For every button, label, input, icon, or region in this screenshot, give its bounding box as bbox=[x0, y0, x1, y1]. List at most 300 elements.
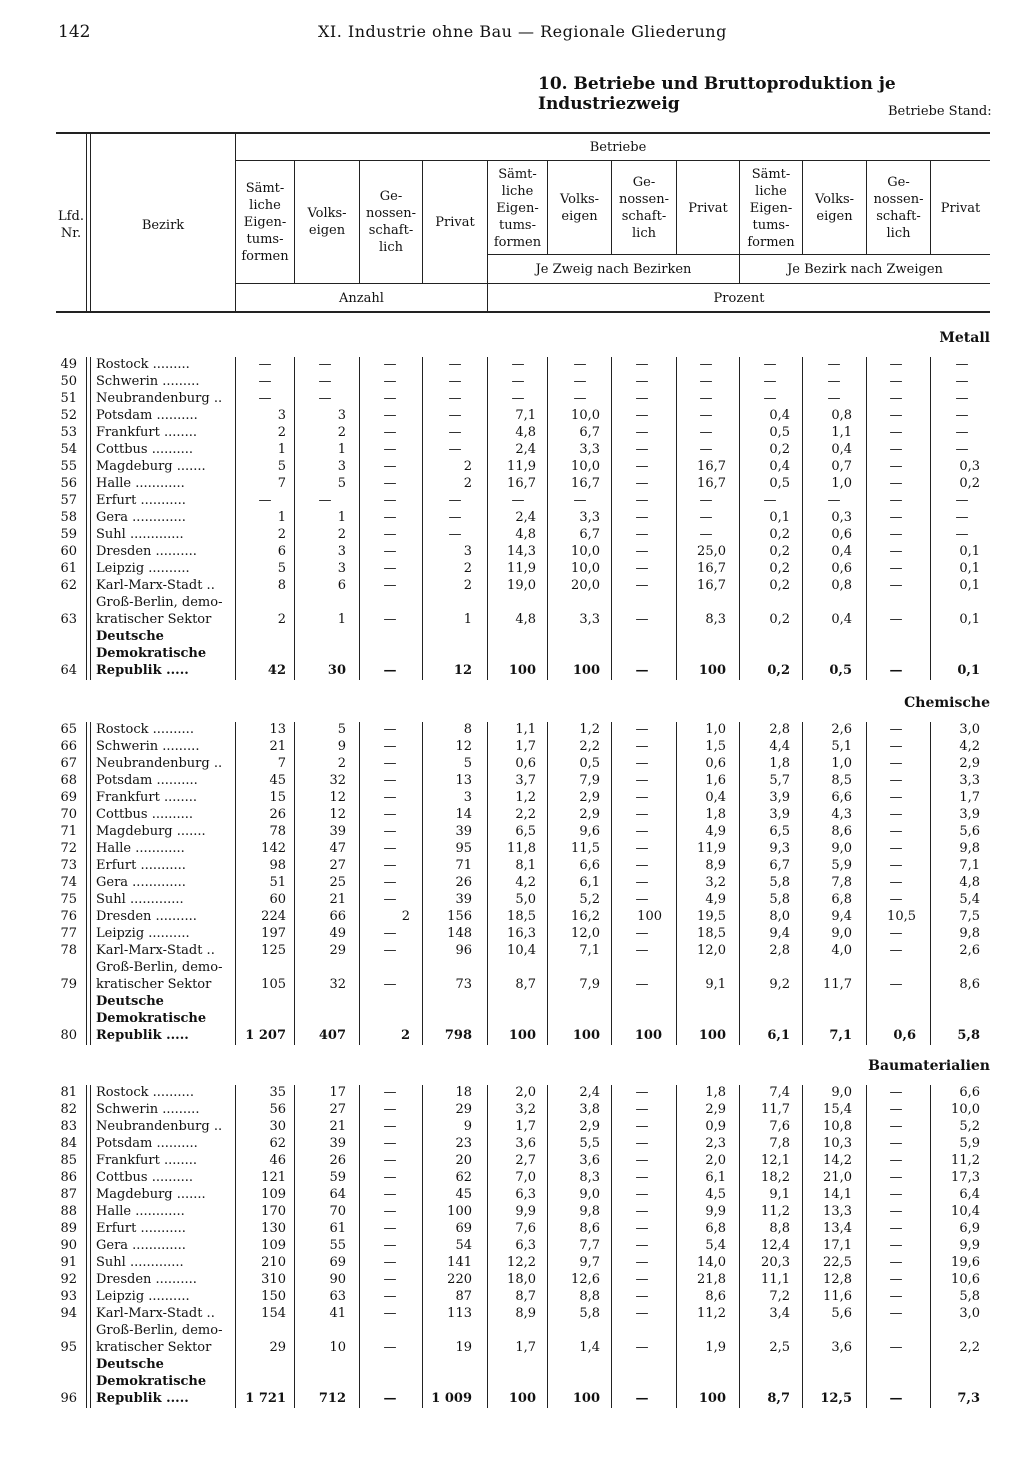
table-cell: 4,4 bbox=[769, 739, 790, 754]
table-cell: 7,7 bbox=[579, 1238, 600, 1253]
table-cell: 2,3 bbox=[705, 1136, 726, 1151]
bezirk-name: Frankfurt ........ bbox=[96, 1153, 198, 1168]
row-number: 68 bbox=[60, 773, 77, 788]
bezirk-name: kratischer Sektor bbox=[96, 977, 212, 992]
bezirk-name: Suhl ............. bbox=[96, 1255, 184, 1270]
table-cell: 30 bbox=[327, 663, 346, 678]
table-cell: — bbox=[383, 858, 397, 873]
table-cell: 2 bbox=[401, 909, 410, 924]
table-cell: 0,6 bbox=[831, 527, 852, 542]
table-row bbox=[0, 1102, 1024, 1119]
table-cell: 1 721 bbox=[245, 1391, 286, 1406]
table-cell: 5 bbox=[277, 561, 286, 576]
table-cell: 3,6 bbox=[515, 1136, 536, 1151]
table-cell: 7,1 bbox=[829, 1028, 852, 1043]
table-cell: — bbox=[318, 374, 332, 389]
table-cell: 18,0 bbox=[507, 1272, 536, 1287]
table-cell: 0,2 bbox=[769, 578, 790, 593]
row-number: 80 bbox=[60, 1028, 77, 1043]
row-number: 54 bbox=[60, 442, 77, 457]
total-label: Deutsche bbox=[96, 1357, 164, 1372]
header-volkseigen-anzahl: Volks- eigen bbox=[307, 206, 347, 238]
table-cell: — bbox=[573, 493, 587, 508]
row-number: 91 bbox=[60, 1255, 77, 1270]
table-cell: — bbox=[889, 1153, 903, 1168]
table-cell: — bbox=[889, 544, 903, 559]
table-cell: 8,6 bbox=[579, 1221, 600, 1236]
table-cell: — bbox=[635, 875, 649, 890]
table-cell: 1,2 bbox=[579, 722, 600, 737]
table-cell: 55 bbox=[329, 1238, 346, 1253]
table-cell: 13,4 bbox=[823, 1221, 852, 1236]
table-cell: — bbox=[635, 756, 649, 771]
table-cell: 0,5 bbox=[579, 756, 600, 771]
table-cell: 9,0 bbox=[831, 1085, 852, 1100]
header-genossen-bezirk: Ge- nossen- schaft- lich bbox=[873, 175, 924, 241]
table-cell: 8,7 bbox=[767, 1391, 790, 1406]
table-cell: — bbox=[383, 1340, 397, 1355]
table-cell: 16,2 bbox=[571, 909, 600, 924]
table-cell: — bbox=[573, 391, 587, 406]
table-cell: 2 bbox=[400, 1028, 410, 1043]
table-cell: — bbox=[635, 612, 649, 627]
table-cell: — bbox=[318, 357, 332, 372]
table-cell: — bbox=[383, 663, 397, 678]
table-cell: 0,1 bbox=[959, 612, 980, 627]
table-cell: 5,2 bbox=[579, 892, 600, 907]
table-cell: — bbox=[635, 510, 649, 525]
table-cell: — bbox=[635, 1289, 649, 1304]
table-row bbox=[0, 722, 1024, 739]
table-cell: — bbox=[635, 578, 649, 593]
table-row bbox=[0, 807, 1024, 824]
table-cell: 4,3 bbox=[831, 807, 852, 822]
table-cell: 9,0 bbox=[831, 926, 852, 941]
table-cell: 22,5 bbox=[823, 1255, 852, 1270]
row-number: 61 bbox=[60, 561, 77, 576]
section-title: Baumaterialien bbox=[868, 1058, 990, 1074]
table-cell: — bbox=[889, 578, 903, 593]
table-cell: 1 bbox=[337, 510, 346, 525]
table-cell: 1,8 bbox=[769, 756, 790, 771]
table-cell: 4,8 bbox=[515, 425, 536, 440]
header-saemtliche-bezirk: Sämt- liche Eigen- tums- formen bbox=[747, 166, 795, 250]
table-row bbox=[0, 824, 1024, 841]
bezirk-name: Groß-Berlin, demo- bbox=[96, 960, 223, 975]
bezirk-name: Dresden .......... bbox=[96, 1272, 197, 1287]
table-row bbox=[0, 1391, 1024, 1408]
table-cell: 2,9 bbox=[705, 1102, 726, 1117]
table-cell: — bbox=[635, 739, 649, 754]
table-cell: 6,1 bbox=[767, 1028, 790, 1043]
table-cell: 0,8 bbox=[831, 578, 852, 593]
table-row bbox=[0, 841, 1024, 858]
table-cell: 2,2 bbox=[579, 739, 600, 754]
table-cell: 5,9 bbox=[959, 1136, 980, 1151]
table-cell: 78 bbox=[269, 824, 286, 839]
table-cell: — bbox=[383, 408, 397, 423]
row-number: 87 bbox=[60, 1187, 77, 1202]
table-cell: 66 bbox=[329, 909, 346, 924]
table-cell: 29 bbox=[329, 943, 346, 958]
table-cell: — bbox=[955, 442, 969, 457]
bezirk-name: Suhl ............. bbox=[96, 892, 184, 907]
row-number: 96 bbox=[60, 1391, 77, 1406]
table-row bbox=[0, 1011, 1024, 1028]
table-cell: 148 bbox=[447, 926, 472, 941]
table-cell: 5,8 bbox=[959, 1289, 980, 1304]
header-anzahl: Anzahl bbox=[339, 290, 384, 306]
table-row bbox=[0, 1204, 1024, 1221]
table-cell: 10,0 bbox=[571, 561, 600, 576]
table-cell: 5,2 bbox=[959, 1119, 980, 1134]
table-cell: 11,2 bbox=[697, 1306, 726, 1321]
table-cell: 26 bbox=[269, 807, 286, 822]
table-cell: — bbox=[383, 561, 397, 576]
table-cell: — bbox=[827, 357, 841, 372]
table-cell: 0,7 bbox=[831, 459, 852, 474]
table-row bbox=[0, 756, 1024, 773]
header-volkseigen-bezirk: Volks- eigen bbox=[814, 192, 855, 224]
table-cell: 0,1 bbox=[769, 510, 790, 525]
table-cell: 0,4 bbox=[831, 612, 852, 627]
header-divider bbox=[86, 132, 87, 312]
table-cell: 100 bbox=[508, 1391, 536, 1406]
table-cell: — bbox=[955, 357, 969, 372]
table-cell: 12 bbox=[455, 739, 472, 754]
bezirk-name: Leipzig .......... bbox=[96, 926, 190, 941]
row-number: 51 bbox=[60, 391, 77, 406]
table-cell: 3,6 bbox=[579, 1153, 600, 1168]
table-cell: — bbox=[635, 977, 649, 992]
table-cell: 5 bbox=[337, 476, 346, 491]
bezirk-name: Rostock ......... bbox=[96, 357, 190, 372]
table-cell: 18,5 bbox=[507, 909, 536, 924]
table-cell: 14 bbox=[455, 807, 472, 822]
table-cell: 8 bbox=[463, 722, 472, 737]
table-row bbox=[0, 1136, 1024, 1153]
table-cell: 9,8 bbox=[959, 926, 980, 941]
table-cell: — bbox=[955, 527, 969, 542]
table-row bbox=[0, 459, 1024, 476]
table-cell: 12,8 bbox=[823, 1272, 852, 1287]
bezirk-name: Groß-Berlin, demo- bbox=[96, 595, 223, 610]
table-cell: 1,0 bbox=[705, 722, 726, 737]
row-number: 73 bbox=[60, 858, 77, 873]
table-cell: — bbox=[258, 357, 272, 372]
table-cell: — bbox=[889, 926, 903, 941]
table-cell: 5,8 bbox=[957, 1028, 980, 1043]
table-cell: — bbox=[383, 442, 397, 457]
table-cell: 11,9 bbox=[697, 841, 726, 856]
table-row bbox=[0, 391, 1024, 408]
table-cell: 8,6 bbox=[959, 977, 980, 992]
table-cell: 1 bbox=[277, 442, 286, 457]
row-number: 74 bbox=[60, 875, 77, 890]
table-cell: 21 bbox=[329, 892, 346, 907]
bezirk-name: Groß-Berlin, demo- bbox=[96, 1323, 223, 1338]
table-cell: 3 bbox=[337, 459, 346, 474]
table-cell: 1 bbox=[337, 442, 346, 457]
table-cell: 6,1 bbox=[705, 1170, 726, 1185]
table-cell: 8,9 bbox=[515, 1306, 536, 1321]
table-cell: — bbox=[383, 1204, 397, 1219]
table-cell: 150 bbox=[261, 1289, 286, 1304]
table-row bbox=[0, 595, 1024, 612]
table-cell: 0,1 bbox=[959, 544, 980, 559]
table-cell: — bbox=[635, 425, 649, 440]
table-cell: 7,1 bbox=[959, 858, 980, 873]
row-number: 53 bbox=[60, 425, 77, 440]
row-number: 50 bbox=[60, 374, 77, 389]
table-cell: — bbox=[318, 493, 332, 508]
table-cell: — bbox=[635, 824, 649, 839]
header-saemtliche-anzahl: Sämt- liche Eigen- tums- formen bbox=[241, 180, 289, 264]
table-cell: — bbox=[699, 391, 713, 406]
table-row bbox=[0, 1085, 1024, 1102]
table-cell: 2 bbox=[277, 527, 286, 542]
bezirk-name: Rostock .......... bbox=[96, 1085, 194, 1100]
table-cell: 11,6 bbox=[823, 1289, 852, 1304]
header-genossen-anzahl: Ge- nossen- schaft- lich bbox=[365, 189, 416, 255]
table-cell: 8,7 bbox=[515, 977, 536, 992]
row-number: 49 bbox=[60, 357, 77, 372]
table-cell: 11,9 bbox=[507, 459, 536, 474]
table-cell: — bbox=[763, 357, 777, 372]
table-cell: 4,8 bbox=[515, 527, 536, 542]
table-cell: — bbox=[763, 493, 777, 508]
table-cell: 3,3 bbox=[959, 773, 980, 788]
table-cell: 7 bbox=[277, 476, 286, 491]
table-cell: 7,1 bbox=[515, 408, 536, 423]
table-row bbox=[0, 1357, 1024, 1374]
table-cell: 1,8 bbox=[705, 807, 726, 822]
table-cell: — bbox=[383, 739, 397, 754]
header-volkseigen-zweig: Volks- eigen bbox=[559, 192, 600, 224]
table-cell: — bbox=[383, 1119, 397, 1134]
table-cell: 10,0 bbox=[571, 408, 600, 423]
table-cell: 0,4 bbox=[705, 790, 726, 805]
total-label: Demokratische bbox=[96, 1374, 207, 1389]
bezirk-name: Suhl ............. bbox=[96, 527, 184, 542]
table-cell: 0,6 bbox=[893, 1028, 916, 1043]
table-cell: 16,7 bbox=[697, 459, 726, 474]
table-row bbox=[0, 1187, 1024, 1204]
table-cell: 51 bbox=[269, 875, 286, 890]
table-cell: — bbox=[635, 1136, 649, 1151]
bezirk-name: Magdeburg ....... bbox=[96, 1187, 206, 1202]
table-cell: — bbox=[889, 1187, 903, 1202]
row-number: 66 bbox=[60, 739, 77, 754]
table-cell: 8,9 bbox=[705, 858, 726, 873]
row-number: 63 bbox=[60, 612, 77, 627]
header-privat-zweig: Privat bbox=[688, 200, 728, 216]
table-cell: — bbox=[383, 875, 397, 890]
table-row bbox=[0, 960, 1024, 977]
table-cell: 130 bbox=[261, 1221, 286, 1236]
row-number: 57 bbox=[60, 493, 77, 508]
table-cell: 10,0 bbox=[571, 459, 600, 474]
table-cell: 4,9 bbox=[705, 892, 726, 907]
table-cell: 2,4 bbox=[515, 510, 536, 525]
table-cell: — bbox=[635, 1272, 649, 1287]
header-privat-bezirk: Privat bbox=[940, 200, 981, 216]
table-cell: — bbox=[448, 510, 462, 525]
table-cell: 14,1 bbox=[823, 1187, 852, 1202]
table-cell: 9,1 bbox=[769, 1187, 790, 1202]
table-cell: 6,7 bbox=[579, 527, 600, 542]
table-cell: 25,0 bbox=[697, 544, 726, 559]
table-cell: 3,6 bbox=[831, 1340, 852, 1355]
table-cell: 5,8 bbox=[769, 892, 790, 907]
table-row bbox=[0, 1306, 1024, 1323]
table-cell: — bbox=[383, 459, 397, 474]
table-cell: — bbox=[889, 561, 903, 576]
row-number: 52 bbox=[60, 408, 77, 423]
table-cell: — bbox=[889, 459, 903, 474]
table-cell: 16,7 bbox=[571, 476, 600, 491]
table-row bbox=[0, 1289, 1024, 1306]
table-cell: — bbox=[889, 442, 903, 457]
table-cell: — bbox=[635, 527, 649, 542]
table-cell: 6,5 bbox=[515, 824, 536, 839]
table-cell: — bbox=[635, 1306, 649, 1321]
row-number: 77 bbox=[60, 926, 77, 941]
table-cell: 29 bbox=[269, 1340, 286, 1355]
table-cell: 407 bbox=[318, 1028, 346, 1043]
table-cell: — bbox=[635, 663, 649, 678]
table-cell: 121 bbox=[261, 1170, 286, 1185]
table-row bbox=[0, 425, 1024, 442]
table-cell: 6,4 bbox=[959, 1187, 980, 1202]
total-label: Deutsche bbox=[96, 994, 164, 1009]
table-cell: 12 bbox=[329, 807, 346, 822]
table-cell: 12,5 bbox=[820, 1391, 852, 1406]
header-top-rule bbox=[56, 132, 990, 134]
bezirk-name: Schwerin ......... bbox=[96, 374, 200, 389]
table-cell: — bbox=[889, 858, 903, 873]
table-cell: — bbox=[827, 391, 841, 406]
table-cell: — bbox=[889, 493, 903, 508]
table-cell: 12,0 bbox=[697, 943, 726, 958]
table-cell: 19 bbox=[455, 1340, 472, 1355]
table-cell: 30 bbox=[269, 1119, 286, 1134]
table-row bbox=[0, 994, 1024, 1011]
table-cell: — bbox=[383, 1187, 397, 1202]
table-cell: — bbox=[889, 722, 903, 737]
table-cell: — bbox=[635, 1255, 649, 1270]
table-cell: — bbox=[448, 493, 462, 508]
table-cell: — bbox=[258, 391, 272, 406]
table-cell: 5,5 bbox=[579, 1136, 600, 1151]
table-row bbox=[0, 926, 1024, 943]
table-cell: 224 bbox=[261, 909, 286, 924]
table-cell: 1,2 bbox=[515, 790, 536, 805]
bezirk-name: Dresden .......... bbox=[96, 909, 197, 924]
table-cell: 141 bbox=[447, 1255, 472, 1270]
table-cell: 10,0 bbox=[571, 544, 600, 559]
table-row bbox=[0, 875, 1024, 892]
table-cell: 4,9 bbox=[705, 824, 726, 839]
bezirk-name: Halle ............ bbox=[96, 841, 185, 856]
table-cell: 2 bbox=[463, 561, 472, 576]
table-cell: — bbox=[889, 1170, 903, 1185]
table-cell: — bbox=[889, 1119, 903, 1134]
table-cell: 5,0 bbox=[515, 892, 536, 907]
table-cell: 19,6 bbox=[951, 1255, 980, 1270]
table-cell: — bbox=[448, 374, 462, 389]
table-cell: — bbox=[635, 1221, 649, 1236]
table-cell: 3 bbox=[463, 790, 472, 805]
table-cell: 35 bbox=[269, 1085, 286, 1100]
table-cell: — bbox=[383, 790, 397, 805]
table-cell: 7,9 bbox=[579, 977, 600, 992]
row-number: 76 bbox=[60, 909, 77, 924]
table-cell: 32 bbox=[329, 773, 346, 788]
table-cell: 10,5 bbox=[887, 909, 916, 924]
table-cell: 3,2 bbox=[705, 875, 726, 890]
table-cell: — bbox=[448, 408, 462, 423]
table-cell: 7,8 bbox=[831, 875, 852, 890]
table-cell: 4,8 bbox=[959, 875, 980, 890]
table-cell: 7,3 bbox=[957, 1391, 980, 1406]
table-cell: 3 bbox=[337, 561, 346, 576]
table-cell: 61 bbox=[329, 1221, 346, 1236]
table-cell: 2,9 bbox=[959, 756, 980, 771]
table-cell: 56 bbox=[269, 1102, 286, 1117]
bezirk-name: Leipzig .......... bbox=[96, 1289, 190, 1304]
table-cell: — bbox=[635, 1204, 649, 1219]
table-cell: 0,4 bbox=[831, 442, 852, 457]
table-cell: 10,4 bbox=[951, 1204, 980, 1219]
table-cell: — bbox=[889, 892, 903, 907]
table-cell: — bbox=[635, 858, 649, 873]
table-cell: 6,8 bbox=[705, 1221, 726, 1236]
table-cell: 0,5 bbox=[769, 425, 790, 440]
table-cell: 11,5 bbox=[571, 841, 600, 856]
table-cell: — bbox=[383, 425, 397, 440]
table-cell: 90 bbox=[329, 1272, 346, 1287]
table-cell: 16,7 bbox=[697, 561, 726, 576]
table-cell: — bbox=[889, 1085, 903, 1100]
table-cell: — bbox=[955, 510, 969, 525]
table-cell: 4,8 bbox=[515, 612, 536, 627]
bezirk-name: Magdeburg ....... bbox=[96, 459, 206, 474]
table-cell: 10,4 bbox=[507, 943, 536, 958]
table-cell: 45 bbox=[269, 773, 286, 788]
table-cell: — bbox=[511, 374, 525, 389]
table-cell: 2,9 bbox=[579, 790, 600, 805]
table-cell: 2,8 bbox=[769, 722, 790, 737]
table-cell: 3,4 bbox=[769, 1306, 790, 1321]
table-cell: — bbox=[889, 1255, 903, 1270]
table-cell: 11,9 bbox=[507, 561, 536, 576]
table-cell: 1,9 bbox=[705, 1340, 726, 1355]
table-row bbox=[0, 1272, 1024, 1289]
table-cell: 18,2 bbox=[761, 1170, 790, 1185]
bezirk-name: Leipzig .......... bbox=[96, 561, 190, 576]
table-cell: 7,1 bbox=[579, 943, 600, 958]
table-cell: 4,2 bbox=[959, 739, 980, 754]
table-cell: — bbox=[699, 374, 713, 389]
table-cell: 12 bbox=[329, 790, 346, 805]
bezirk-name: Cottbus .......... bbox=[96, 807, 194, 822]
table-cell: 11,8 bbox=[507, 841, 536, 856]
header-je-zweig: Je Zweig nach Bezirken bbox=[535, 261, 692, 277]
table-cell: 3 bbox=[463, 544, 472, 559]
table-cell: 20,3 bbox=[761, 1255, 790, 1270]
table-cell: 3,3 bbox=[579, 510, 600, 525]
